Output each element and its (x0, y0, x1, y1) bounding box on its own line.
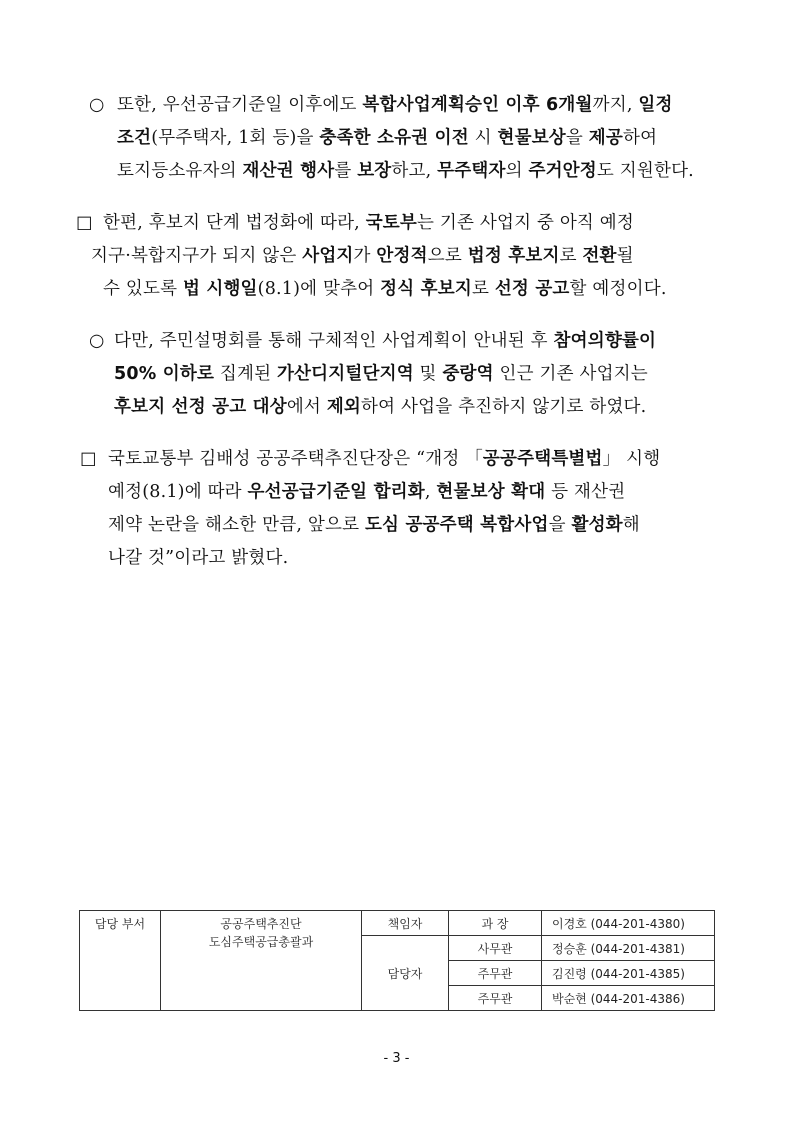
paragraph-line (103, 207, 667, 240)
body-text: 의 (505, 161, 529, 181)
staff-label: 담당자 (362, 936, 449, 1011)
body-text: 할 예정이다. (569, 279, 667, 299)
body-text: 한편, 후보지 단계 법정화에 따라, (103, 213, 366, 233)
body-text: 가 (353, 246, 377, 266)
body-text: 다만, 주민설명회를 통해 구체적인 사업계획이 안내된 후 (114, 331, 554, 351)
body-text: 될 (616, 246, 634, 266)
body-text: 인근 기존 사업지는 (493, 364, 648, 384)
body-text: 하여 사업을 추진하지 않기로 하였다. (361, 397, 647, 417)
body-text: 에서 (286, 397, 327, 417)
contact-person: 김진령 (044-201-4385) (542, 961, 715, 986)
body-text: 으로 (427, 246, 468, 266)
body-text: 등 재산권 (545, 482, 626, 502)
emphasis-text: 충족한 소유권 이전 (319, 128, 469, 148)
paragraph-1 (89, 89, 694, 188)
body-text: , (424, 482, 437, 502)
paragraph-line (117, 89, 694, 122)
emphasis-text: 현물보상 확대 (436, 482, 546, 502)
emphasis-text: 선정 공고 (494, 279, 570, 299)
body-text: 나갈 것”이라고 밝혔다. (108, 548, 289, 568)
emphasis-text: 안정적 (376, 246, 428, 266)
body-text: 집계된 (214, 364, 277, 384)
dept-name (161, 911, 362, 1011)
dept-label: 담당 부서 (80, 911, 161, 1011)
emphasis-text: 재산권 행사 (242, 161, 335, 181)
contact-person: 박순현 (044-201-4386) (542, 986, 715, 1011)
body-text: 」 시행 (602, 449, 661, 469)
body-text: (무주택자, 1회 등)을 (151, 128, 320, 148)
body-text: 시 (468, 128, 498, 148)
contact-title: 과 장 (449, 911, 542, 936)
emphasis-text: 보장 (357, 161, 392, 181)
body-text: 지구·복합지구가 되지 않은 (91, 246, 303, 266)
paragraph-line (108, 443, 660, 476)
body-text: 및 (413, 364, 443, 384)
body-text: 토지등소유자의 (117, 161, 243, 181)
square-bullet-icon: □ (80, 449, 97, 469)
emphasis-text: 주거안정 (528, 161, 597, 181)
emphasis-text: 중랑역 (442, 364, 494, 384)
paragraph-2 (76, 207, 667, 306)
emphasis-text: 전환 (582, 246, 617, 266)
contact-person: 정승훈 (044-201-4381) (542, 936, 715, 961)
paragraph-3 (89, 325, 657, 424)
body-text: 제약 논란을 해소한 만큼, 앞으로 (108, 515, 365, 535)
paragraph-line (114, 391, 656, 424)
body-text: 을 (565, 128, 589, 148)
emphasis-text: 활성화 (571, 515, 623, 535)
emphasis-text: 법 시행일 (182, 279, 258, 299)
page-number: - 3 - (383, 1051, 410, 1066)
contact-title: 사무관 (449, 936, 542, 961)
paragraph-4 (80, 443, 661, 575)
body-text: 도 지원한다. (596, 161, 694, 181)
circle-bullet-icon: ○ (89, 95, 105, 115)
emphasis-text: 후보지 선정 공고 대상 (114, 397, 287, 417)
emphasis-text: 공공주택특별법 (482, 449, 603, 469)
body-text: 는 기존 사업지 중 아직 예정 (417, 213, 634, 233)
paragraph-line (108, 542, 660, 575)
dept-line-2: 도심주택공급총괄과 (208, 935, 314, 949)
emphasis-text: 현물보상 (497, 128, 566, 148)
emphasis-text: 제외 (326, 397, 362, 417)
circle-bullet-icon: ○ (89, 331, 105, 351)
contact-table (79, 910, 715, 1011)
body-text: 국토교통부 김배성 공공주택추진단장은 “개정 「 (108, 449, 483, 469)
contact-person: 이경호 (044-201-4380) (542, 911, 715, 936)
emphasis-text: 무주택자 (437, 161, 506, 181)
emphasis-text: 우선공급기준일 합리화 (247, 482, 425, 502)
body-text: 해 (622, 515, 640, 535)
body-text: 을 (548, 515, 572, 535)
responsible-label: 책임자 (362, 911, 449, 936)
contact-title: 주무관 (449, 961, 542, 986)
dept-line-1: 공공주택추진단 (220, 917, 302, 931)
body-text: 또한, 우선공급기준일 이후에도 (117, 95, 363, 115)
emphasis-text: 일정 (638, 95, 673, 115)
body-text: 수 있도록 (103, 279, 183, 299)
square-bullet-icon: □ (76, 213, 93, 233)
emphasis-text: 조건 (117, 128, 152, 148)
body-text: 까지, (592, 95, 639, 115)
paragraph-line (117, 155, 694, 188)
emphasis-text: 가산디지털단지역 (276, 364, 414, 384)
emphasis-text: 도심 공공주택 복합사업 (364, 515, 549, 535)
emphasis-text: 복합사업계획승인 이후 6개월 (362, 95, 593, 115)
body-text: 로 (559, 246, 583, 266)
body-text: 하고, (391, 161, 438, 181)
body-text: 로 (471, 279, 495, 299)
paragraph-line (114, 358, 656, 391)
emphasis-text: 참여의향률이 (553, 331, 657, 351)
emphasis-text: 사업지 (302, 246, 354, 266)
emphasis-text: 법정 후보지 (467, 246, 560, 266)
paragraph-line (91, 240, 655, 273)
emphasis-text: 국토부 (365, 213, 418, 233)
body-text: 예정(8.1)에 따라 (108, 482, 248, 502)
body-text: 를 (334, 161, 358, 181)
paragraph-line (114, 325, 656, 358)
contact-title: 주무관 (449, 986, 542, 1011)
paragraph-line (117, 122, 694, 155)
emphasis-text: 제공 (588, 128, 623, 148)
emphasis-text: 50% 이하로 (114, 364, 215, 384)
paragraph-line (108, 476, 660, 509)
emphasis-text: 정식 후보지 (380, 279, 472, 299)
paragraph-line (108, 509, 660, 542)
paragraph-line (103, 273, 667, 306)
body-text: (8.1)에 맞추어 (257, 279, 381, 299)
body-text: 하여 (623, 128, 658, 148)
